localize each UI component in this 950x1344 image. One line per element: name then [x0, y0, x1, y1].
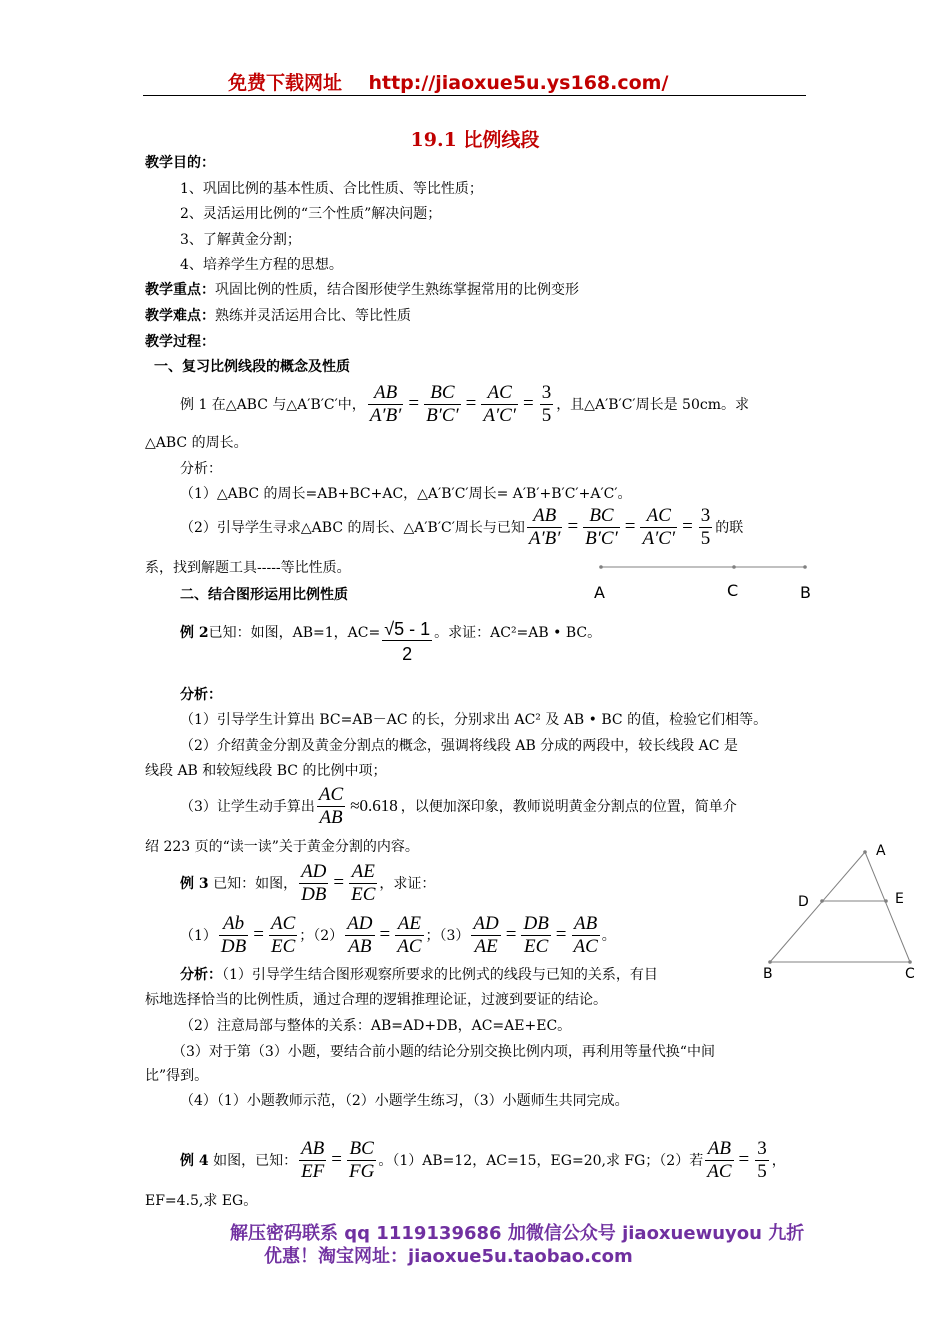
- ex3-part3-label: ；（3）: [425, 928, 470, 944]
- numerator: AB: [705, 1138, 733, 1161]
- b3-suffix: ，以便加深印象，教师说明黄金分割点的位置，简单介: [400, 799, 737, 815]
- equals-sign: =: [253, 924, 264, 945]
- frac-bc-over-bpcp: [424, 382, 461, 427]
- frac-ae-over-ac: [395, 913, 423, 958]
- equals-sign: =: [738, 1149, 750, 1170]
- numerator: AB: [368, 382, 404, 405]
- ex3-part1-label: （1）: [180, 928, 217, 944]
- example-3-parts: [180, 910, 616, 960]
- numerator: AE: [395, 913, 423, 936]
- denominator: 5: [757, 1160, 767, 1182]
- ex3-text: 已知：如图，: [213, 876, 298, 892]
- ex1-suffix: ，且△A′B′C′周长是 50cm。求: [556, 397, 749, 413]
- ex1-analysis-1: （1）△ABC 的周长=AB+BC+AC，△A′B′C′周长= A′B′+B′C′+A′C′。: [180, 486, 632, 502]
- numerator: AB: [301, 1137, 325, 1159]
- ex4-text: 如图，已知：: [213, 1153, 298, 1169]
- numerator: AD: [473, 912, 499, 934]
- section1-heading: 一、复习比例线段的概念及性质: [154, 359, 350, 375]
- point-c: [732, 565, 736, 569]
- ex4-line2: EF=4.5,求 EG。: [145, 1193, 258, 1209]
- denominator: EC: [523, 935, 549, 957]
- point-d: [820, 899, 824, 903]
- frac-ae-over-ec: [349, 861, 377, 906]
- section2-heading: 二、结合图形运用比例性质: [180, 587, 348, 603]
- frac-3-over-5: [540, 382, 554, 427]
- equals-sign: =: [567, 516, 579, 537]
- objective-item-1: 1、巩固比例的基本性质、合比性质、等比性质；: [180, 181, 483, 197]
- denominator: AC: [707, 1160, 732, 1182]
- vertex-c: [908, 960, 912, 964]
- segment-label-c: C: [727, 581, 739, 600]
- frac-3-over-5: [755, 1138, 769, 1183]
- triangle-label-a: A: [876, 843, 886, 859]
- denominator: 2: [402, 644, 413, 664]
- numerator: Ab: [219, 913, 248, 936]
- ex2-analysis-2-line2: 线段 AB 和较短线段 BC 的比例中项；: [145, 763, 387, 779]
- frac-ac-over-ab: [317, 784, 345, 829]
- process-label: 教学过程：: [145, 334, 215, 350]
- denominator: AC: [573, 935, 598, 957]
- ex1-analysis-label: 分析：: [180, 461, 222, 477]
- denominator: AC: [397, 935, 422, 957]
- frac-ab-over-apbp: [368, 382, 404, 427]
- numerator: AD: [301, 860, 327, 882]
- denominator: A′C′: [642, 527, 676, 549]
- equals-sign: =: [624, 516, 636, 537]
- key-points-text: 巩固比例的性质，结合图形使学生熟练掌握常用的比例变形: [215, 282, 579, 298]
- numerator: AC: [318, 783, 344, 805]
- frac-bc-over-bpcp: [583, 505, 620, 550]
- numerator: AB: [572, 913, 600, 936]
- a2-prefix: （2）引导学生寻求△ABC 的周长、△A′B′C′周长与已知: [180, 520, 525, 536]
- denominator: A′C′: [483, 404, 516, 426]
- denominator: EC: [351, 883, 376, 905]
- frac-ab-over-apbp: [527, 505, 563, 550]
- frac-db-over-ec: [521, 913, 550, 958]
- equals-sign: =: [505, 924, 517, 945]
- ex2-analysis-label: 分析：: [180, 687, 222, 703]
- footer-line-2: 优惠！淘宝网址：jiaoxue5u.taobao.com: [264, 1246, 633, 1267]
- denominator: AB: [348, 935, 372, 957]
- ex3-analysis-1-line2: 标地选择恰当的比例性质，通过合理的逻辑推理论证，过渡到要证的结论。: [145, 992, 607, 1008]
- denominator: A′B′: [369, 404, 402, 426]
- denominator: AB: [319, 806, 343, 828]
- denominator: DB: [220, 935, 247, 957]
- numerator: BC: [347, 1138, 376, 1161]
- numerator: AC: [640, 505, 677, 528]
- ex3-analysis-1-text: （1）引导学生结合图形观察所要求的比例式的线段与已知的关系，有目: [222, 967, 658, 983]
- triangle-label-d: D: [798, 894, 809, 910]
- page-title: 19.1 比例线段: [410, 129, 540, 151]
- objective-item-2: 2、灵活运用比例的“三个性质”解决问题；: [180, 206, 442, 222]
- triangle-label-c: C: [905, 966, 915, 982]
- numerator: AD: [347, 912, 373, 934]
- denominator: DB: [301, 883, 327, 905]
- a2-suffix: 的联: [715, 520, 744, 536]
- frac-ac-over-ec: [269, 913, 297, 958]
- numerator: √5 - 1: [384, 619, 431, 639]
- ex1-analysis-2: [180, 503, 743, 551]
- ex2-analysis-3-line2: 绍 223 页的“读一读”关于黄金分割的内容。: [145, 839, 419, 855]
- denominator: EC: [270, 935, 296, 957]
- ex3-part2-label: ；（2）: [299, 928, 344, 944]
- ex2-analysis-3: [180, 781, 737, 831]
- numerator: 3: [700, 504, 711, 526]
- b3-prefix: （3）让学生动手算出: [180, 799, 315, 815]
- header-title: [228, 68, 668, 95]
- equals-sign: =: [555, 924, 567, 945]
- ex4-label: 例 4: [180, 1153, 209, 1169]
- frac-ab-over-ef: [299, 1138, 326, 1183]
- ex3-analysis-4: （4）（1）小题教师示范，（2）小题学生练习，（3）小题师生共同完成。: [180, 1093, 629, 1109]
- segment-label-b: B: [800, 583, 811, 602]
- ex3-end: 。: [601, 928, 616, 944]
- segment-label-a: A: [594, 583, 605, 602]
- frac-3-over-5: [699, 505, 713, 550]
- frac-bc-over-fg: [347, 1138, 376, 1183]
- ex1-line2: △ABC 的周长。: [145, 435, 248, 451]
- key-points: [145, 279, 579, 299]
- ex4-end: ，: [771, 1153, 786, 1169]
- ex3-label: 例 3: [180, 876, 209, 892]
- numerator: AC: [270, 912, 296, 934]
- equals-sign: =: [465, 393, 477, 414]
- denominator: 5: [700, 527, 711, 549]
- objective-item-3: 3、了解黄金分割；: [180, 232, 301, 248]
- header-rule: [143, 95, 806, 96]
- ex2-label: 例 2: [180, 625, 209, 641]
- ex2-analysis-2: （2）介绍黄金分割及黄金分割点的概念，强调将线段 AB 分成的两段中，较长线段 AC 是: [180, 738, 738, 754]
- ex3-analysis-2: （2）注意局部与整体的关系：AB=AD+DB，AC=AE+EC。: [180, 1018, 572, 1034]
- segment-figure: [585, 555, 825, 605]
- frac-ab-over-db: [219, 913, 248, 958]
- ex3-tail: ，求证：: [379, 876, 436, 892]
- frac-ab-over-ac: [572, 913, 600, 958]
- equals-sign: =: [522, 393, 534, 414]
- denominator: AE: [474, 935, 498, 957]
- numerator: AB: [527, 505, 563, 528]
- ex1-prefix: 例 1 在△ABC 与△A′B′C′中，: [180, 397, 366, 413]
- point-b: [803, 565, 807, 569]
- difficulties: [145, 305, 411, 325]
- frac-ac-over-apcp: [481, 382, 518, 427]
- footer-line-1: 解压密码联系 qq 1119139686 加微信公众号 jiaoxuewuyou 九折: [230, 1223, 805, 1244]
- equals-sign: =: [408, 393, 420, 414]
- example-1-line: [180, 380, 749, 428]
- equals-sign: =: [331, 1149, 343, 1170]
- point-e: [884, 899, 888, 903]
- numerator: 3: [541, 381, 552, 403]
- triangle-figure: [760, 840, 930, 975]
- vertex-a: [863, 850, 867, 854]
- numerator: AE: [349, 861, 377, 884]
- approx-value: ≈0.618: [350, 796, 398, 815]
- denominator: FG: [349, 1160, 375, 1182]
- triangle-label-b: B: [763, 966, 773, 982]
- numerator: BC: [424, 382, 461, 405]
- point-a: [599, 565, 603, 569]
- denominator: EF: [301, 1160, 325, 1182]
- side-ab: [770, 852, 865, 962]
- ex2-tail: 。求证：AC²=AB • BC。: [434, 625, 602, 641]
- ex3-analysis-1: [180, 964, 658, 984]
- ex2-text: 已知：如图，AB=1，AC=: [208, 625, 381, 641]
- header-left-text: 免费下载网址: [228, 72, 343, 94]
- numerator: 3: [757, 1137, 767, 1159]
- denominator: A′B′: [528, 527, 561, 549]
- numerator: DB: [523, 912, 549, 934]
- key-points-label: 教学重点：: [145, 282, 215, 298]
- triangle-label-e: E: [895, 891, 904, 907]
- header-url-link[interactable]: http://jiaoxue5u.ys168.com/: [368, 72, 669, 94]
- denominator: B′C′: [426, 404, 459, 426]
- frac-ab-over-ac: [705, 1138, 733, 1183]
- equals-sign: =: [333, 872, 345, 893]
- equals-sign: =: [682, 516, 693, 537]
- denominator: 5: [541, 404, 552, 426]
- frac-ac-over-apcp: [640, 505, 677, 550]
- frac-ad-over-ae: [471, 913, 500, 958]
- example-4-line: [180, 1135, 786, 1185]
- example-2-line: [180, 618, 601, 668]
- side-ac: [865, 852, 910, 962]
- objectives-heading: 教学目的：: [145, 155, 215, 171]
- ex2-analysis-1: （1）引导学生计算出 BC=AB－AC 的长，分别求出 AC² 及 AB • BC 的值，检验它们相等。: [180, 712, 768, 728]
- ex3-analysis-3: （3）对于第（3）小题，要结合前小题的结论分别交换比例内项，再利用等量代换“中间: [172, 1044, 715, 1060]
- difficulties-label: 教学难点：: [145, 308, 215, 324]
- objective-item-4: 4、培养学生方程的思想。: [180, 257, 343, 273]
- example-3-line: [180, 858, 435, 908]
- frac-ad-over-db: [299, 861, 328, 906]
- denominator: B′C′: [585, 527, 618, 549]
- frac-ad-over-ab: [345, 913, 374, 958]
- ex1-analysis-2-line2: 系，找到解题工具-----等比性质。: [145, 560, 351, 576]
- numerator: AC: [481, 382, 518, 405]
- difficulties-text: 熟练并灵活运用合比、等比性质: [215, 308, 411, 324]
- vertex-b: [768, 960, 772, 964]
- frac-golden-ratio: [382, 618, 432, 667]
- ex3-analysis-3-line2: 比”得到。: [145, 1068, 209, 1084]
- ex4-mid: 。（1）AB=12，AC=15，EG=20,求 FG；（2）若: [378, 1153, 704, 1169]
- equals-sign: =: [379, 924, 391, 945]
- numerator: BC: [583, 505, 620, 528]
- ex3-analysis-label: 分析：: [180, 967, 222, 983]
